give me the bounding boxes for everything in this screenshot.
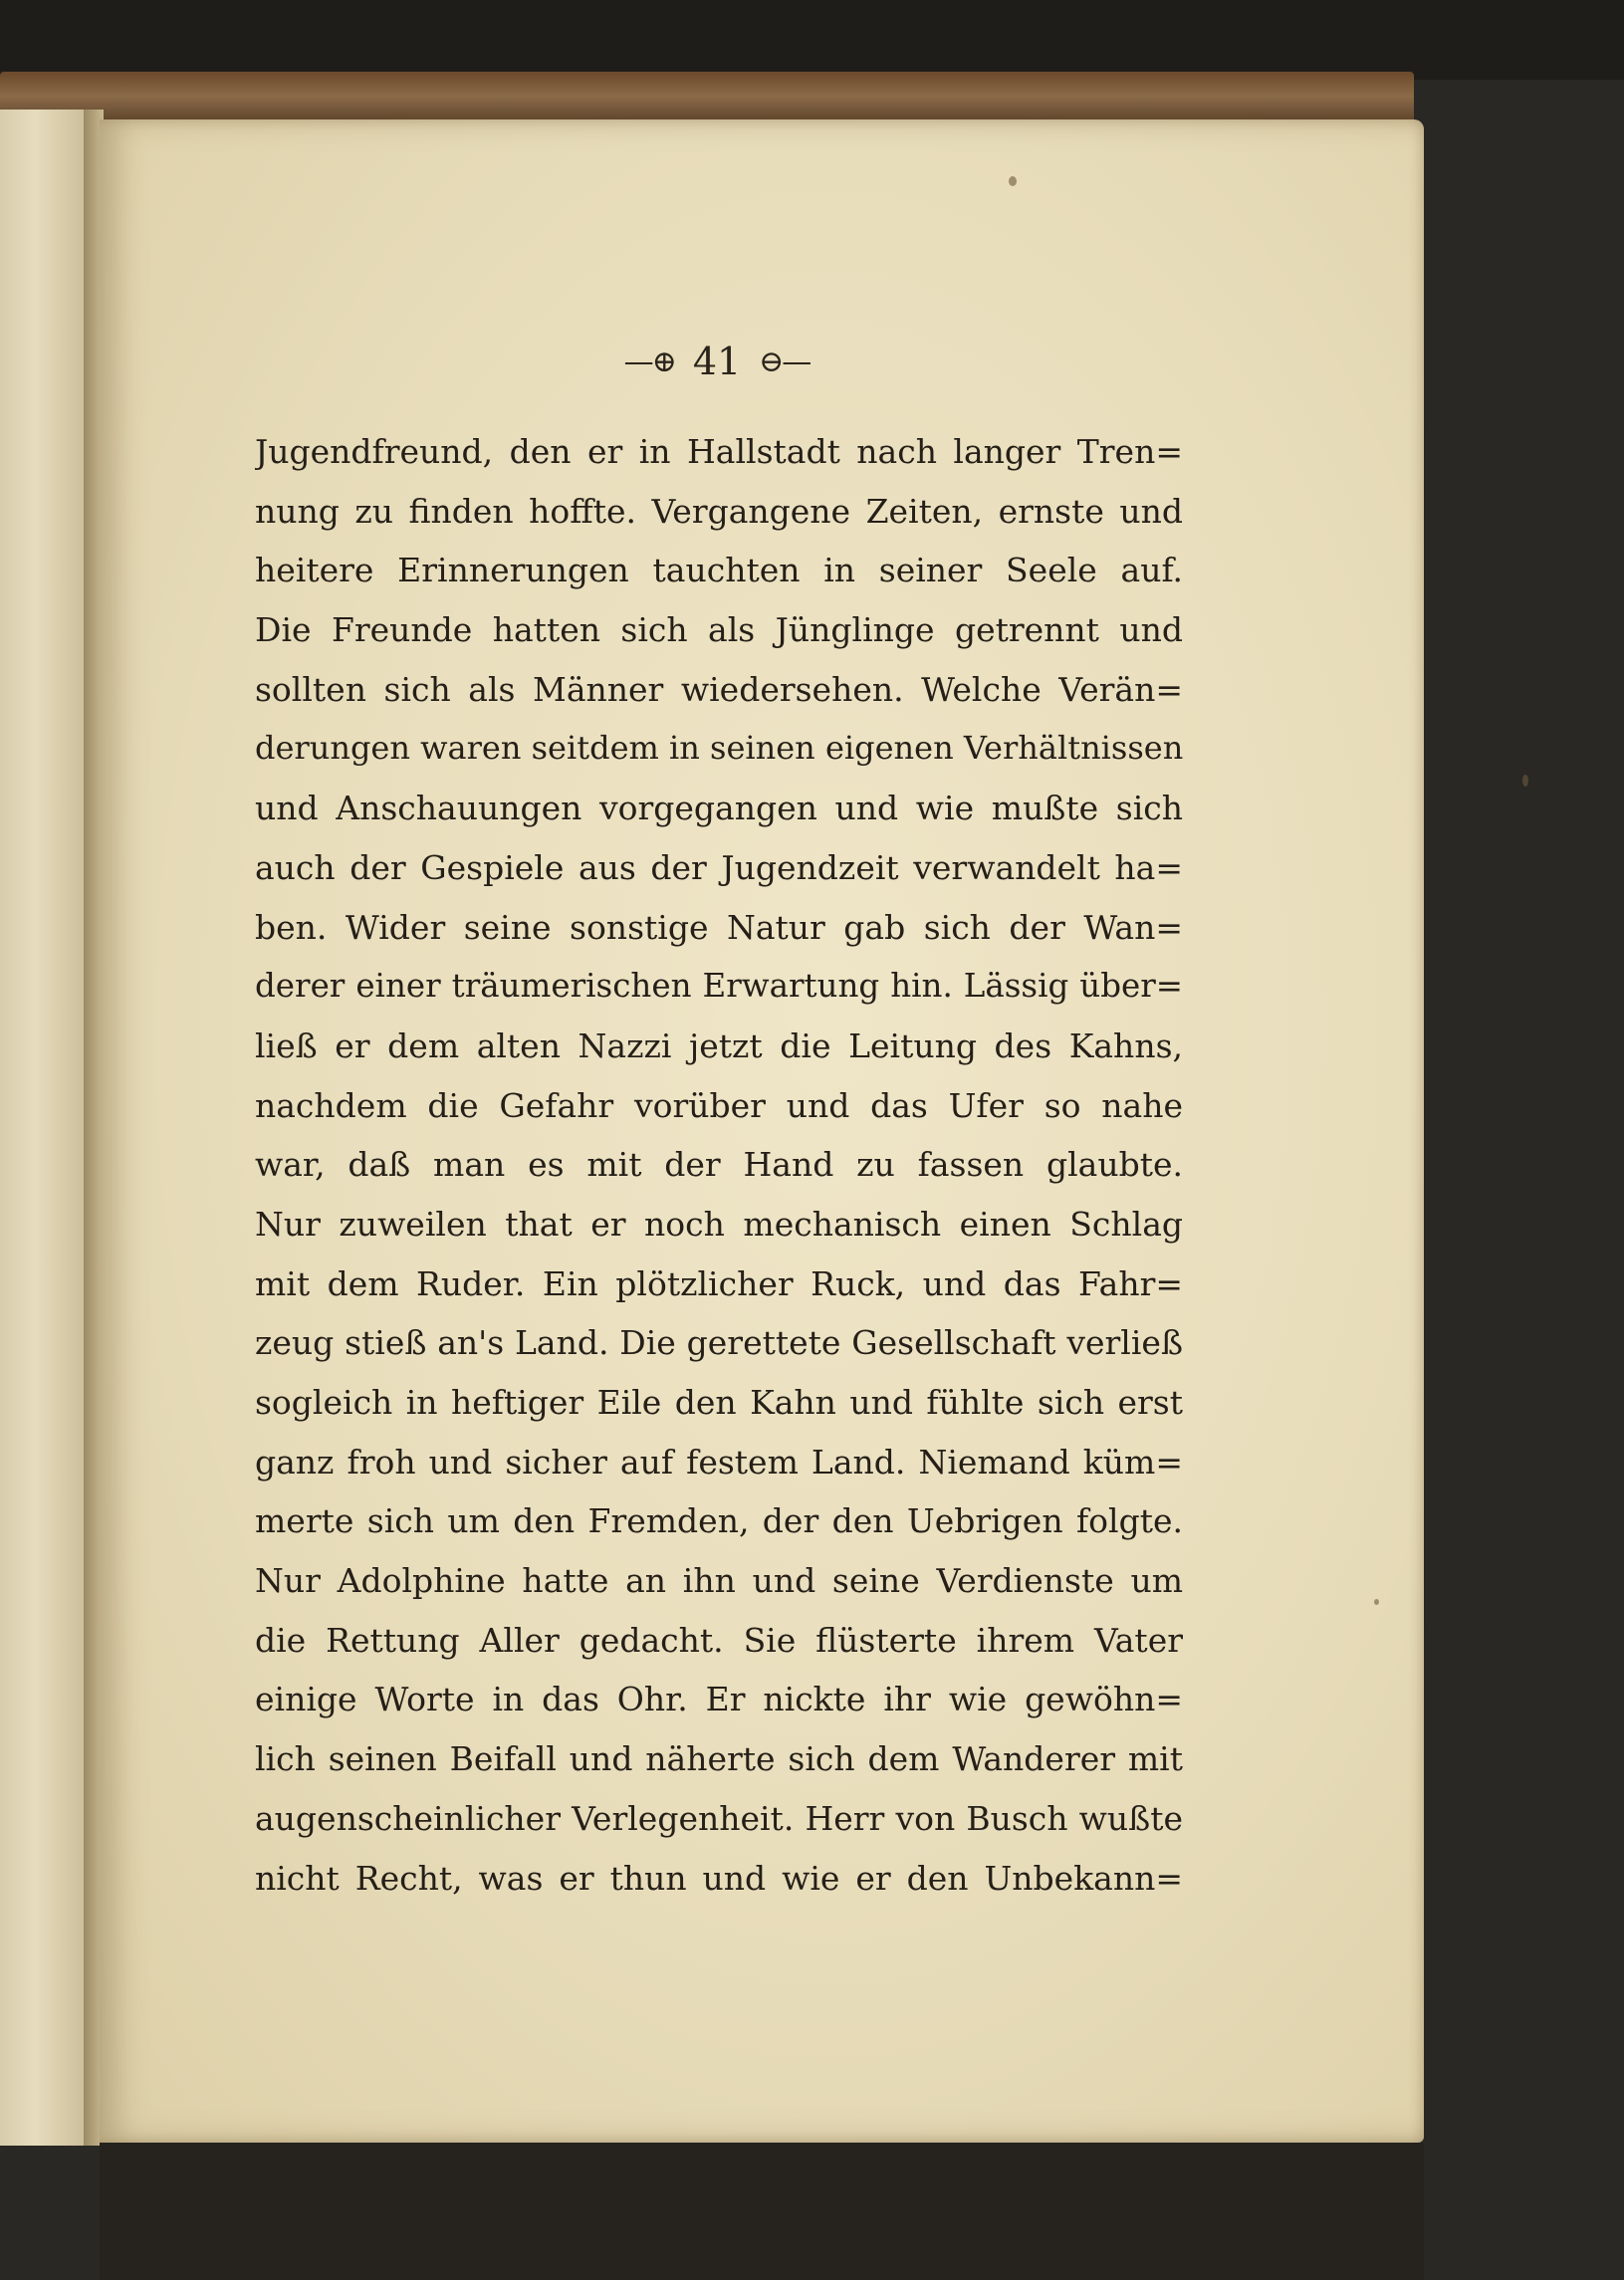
text-line: Nur Adolphine hatte an ihn und seine Verdienste um <box>255 1561 1183 1601</box>
page-smudge <box>1374 1599 1379 1605</box>
body-text <box>255 422 1183 1908</box>
page-smudge <box>1009 176 1017 186</box>
text-line: und Anschauungen vorgegangen und wie mußte sich <box>255 789 1183 828</box>
text-line: die Rettung Aller gedacht. Sie flüsterte ihrem Vater <box>255 1620 1183 1660</box>
text-line: merte sich um den Fremden, der den Uebrigen folgte. <box>255 1501 1183 1541</box>
text-line: lich seinen Beifall und näherte sich dem Wanderer mit <box>255 1739 1183 1779</box>
text-line: Jugendfreund, den er in Hallstadt nach langer Tren= <box>255 432 1183 471</box>
text-line: mit dem Ruder. Ein plötzlicher Ruck, und das Fahr= <box>255 1263 1183 1303</box>
text-line: nicht Recht, was er thun und wie er den Unbekann= <box>255 1858 1183 1898</box>
text-line: nachdem die Gefahr vorüber und das Ufer so nahe <box>255 1085 1183 1125</box>
text-line: derer einer träumerischen Erwartung hin. Lässig über= <box>255 967 1183 1006</box>
page-number: 41 <box>692 340 742 383</box>
ornament-left-icon: —⊕ <box>623 343 675 379</box>
page-header <box>597 337 836 386</box>
text-line: nung zu finden hoffte. Vergangene Zeiten, ernste und <box>255 491 1183 531</box>
text-line: sollten sich als Männer wiedersehen. Welche Verän= <box>255 669 1183 709</box>
text-line: ben. Wider seine sonstige Natur gab sich der Wan= <box>255 907 1183 947</box>
text-line: derungen waren seitdem in seinen eigenen Verhältnissen <box>255 729 1183 768</box>
text-line: heitere Erinnerungen tauchten in seiner Seele auf. <box>255 551 1183 590</box>
text-line: war, daß man es mit der Hand zu fassen glaubte. <box>255 1145 1183 1185</box>
text-line: augenscheinlicher Verlegenheit. Herr von Busch wußte <box>255 1798 1183 1838</box>
text-line: einige Worte in das Ohr. Er nickte ihr wie gewöhn= <box>255 1680 1183 1719</box>
ornament-right-icon: ⊖— <box>759 343 811 379</box>
text-line: Die Freunde hatten sich als Jünglinge getrennt und <box>255 610 1183 650</box>
text-line: Nur zuweilen that er noch mechanisch einen Schlag <box>255 1204 1183 1244</box>
facing-page-edge <box>0 110 88 2146</box>
scan-backdrop-bottom <box>100 2143 1424 2280</box>
text-line: ganz froh und sicher auf festem Land. Niemand küm= <box>255 1442 1183 1482</box>
text-line: ließ er dem alten Nazzi jetzt die Leitung des Kahns, <box>255 1026 1183 1065</box>
text-line: sogleich in heftiger Eile den Kahn und fühlte sich erst <box>255 1383 1183 1422</box>
text-line: auch der Gespiele aus der Jugendzeit verwandelt ha= <box>255 847 1183 887</box>
text-line: zeug stieß an's Land. Die gerettete Gesellschaft verließ <box>255 1323 1183 1363</box>
page-smudge <box>1522 775 1528 787</box>
scan-backdrop <box>0 0 1624 80</box>
